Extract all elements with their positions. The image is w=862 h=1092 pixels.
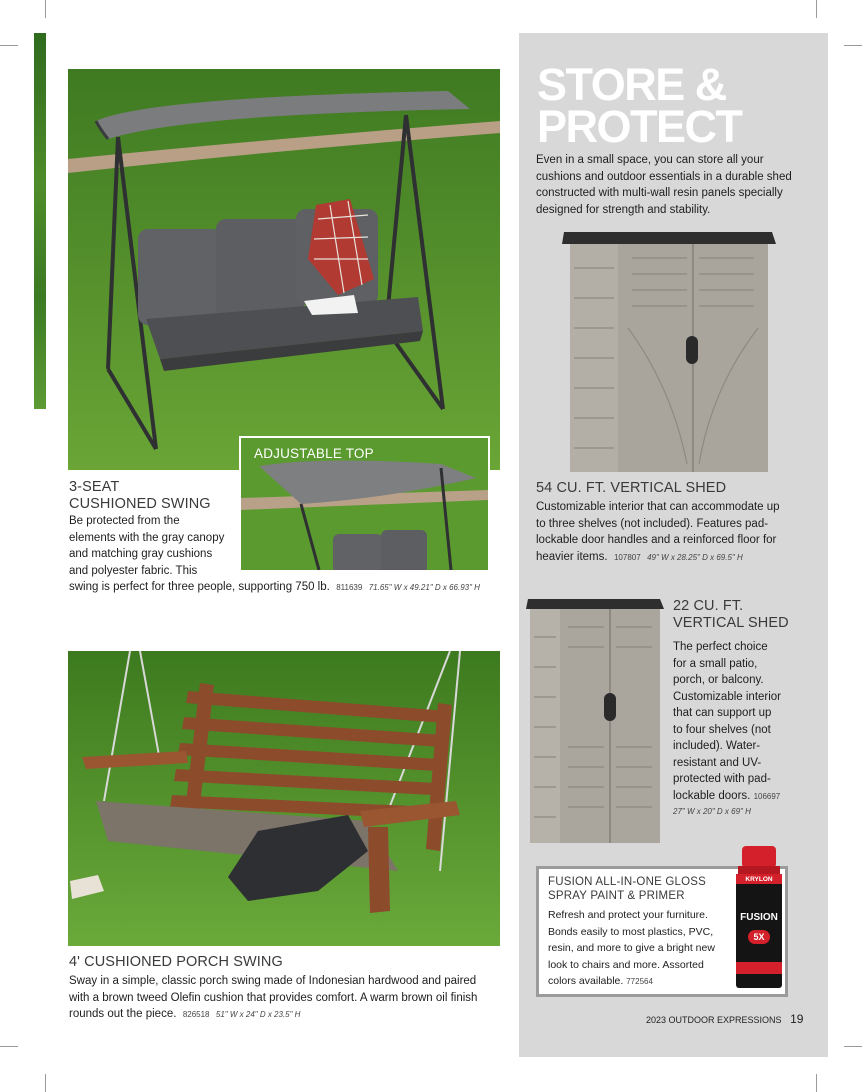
store-title-line1: STORE & [537,59,726,110]
crop-mark [0,1046,18,1047]
shed54-desc-line: Customizable interior that can accommodate up [536,501,780,513]
shed22-dims: 27" W x 20" D x 69" H [673,807,751,816]
swing3-sku: 811639 [336,583,363,592]
spray-title-line2: SPRAY PAINT & PRIMER [548,890,685,902]
shed-54-image [562,228,776,474]
spray-desc-line: colors available. 772564 [548,975,653,988]
porch-swing-photo [68,651,500,946]
spray-sku: 772564 [626,977,653,987]
spray-title-line1: FUSION ALL-IN-ONE GLOSS [548,876,706,888]
swing3-desc-line: swing is perfect for three people, supporting 750 lb. 811639 71.65" W x 49.21" D x 66.93" H [69,581,480,593]
shed54-title: 54 CU. FT. VERTICAL SHED [536,480,727,496]
porch-desc-line: with a brown tweed Olefin cushion that provides comfort. A warm brown oil finish [69,991,478,1004]
shed22-desc-line: that can support up [673,707,772,719]
swing3-desc-line: Be protected from the [69,515,180,527]
swing-photo [68,69,500,470]
swing3-desc-line: and polyester fabric. This [69,564,198,577]
shed22-desc-line: Customizable interior [673,690,782,703]
shed54-dims: 49" W x 28.25" D x 69.5" H [647,552,743,562]
bleed-strip [34,33,46,409]
swing3-description [69,513,509,597]
spray-desc-line: Bonds easily to most plastics, PVC, [548,925,714,938]
crop-mark [816,1074,817,1092]
crop-mark [844,45,862,46]
shed22-sku: 106697 [753,791,781,801]
swing3-dims: 71.65" W x 49.21" D x 66.93" H [368,583,480,592]
spray-description [548,907,734,991]
shed54-description [536,499,821,566]
fusion-logo: FUSION [740,912,778,923]
page-footer [646,1012,803,1026]
shed54-sku: 107807 [613,552,641,562]
shed22-desc-line: to four shelves (not [673,723,771,736]
swing3-title [69,479,211,513]
shed22-desc-line: protected with pad- [673,773,771,785]
store-protect-title [537,59,817,152]
spray-can-image [734,844,784,992]
spray-desc-line: look to chairs and more. Assorted [548,958,704,971]
crop-mark [0,45,18,46]
swing3-title-line1: 3-SEAT [69,479,120,495]
swing3-desc-line: elements with the gray canopy [69,531,225,544]
shed54-desc-line: lockable door handles and a reinforced floor for [536,534,777,546]
shed22-title-line1: 22 CU. FT. [673,598,744,614]
shed54-desc-line: heavier items. 107807 49" W x 28.25" D x 69.5" H [536,550,743,563]
crop-mark [45,0,46,18]
porch-desc-line: Sway in a simple, classic porch swing made of Indonesian hardwood and paired [69,975,477,987]
shed-22-image [526,597,664,845]
krylon-logo: KRYLON [745,876,773,883]
spray-title [548,875,706,903]
publication-name: 2023 OUTDOOR EXPRESSIONS [646,1015,782,1025]
porch-sku: 826518 [182,1010,210,1019]
spray-desc-line: Refresh and protect your furniture. [548,909,708,921]
shed22-desc-line: included). Water- [673,740,761,752]
porch-description [69,973,509,1024]
shed22-title-line2: VERTICAL SHED [673,615,789,631]
porch-dims: 51" W x 24" D x 23.5" H [215,1010,301,1019]
shed22-desc-line: for a small patio, [673,657,758,670]
porch-title: 4' CUSHIONED PORCH SWING [69,954,283,970]
store-title-line2: PROTECT [537,101,742,152]
crop-mark [816,0,817,18]
shed22-desc-line: The perfect choice [673,641,768,653]
shed22-desc-line: porch, or balcony. [673,674,764,686]
crop-mark [45,1074,46,1092]
shed22-desc-line: lockable doors. 106697 [673,789,781,802]
shed22-description [673,639,818,819]
shed54-desc-line: to three shelves (not included). Features pad- [536,517,769,530]
store-intro: Even in a small space, you can store all your cushions and outdoor essentials in a durable shed constructed with multi-wall resin panels specially designed for strength and stability. [536,154,792,216]
spray-desc-line: resin, and more to give a bright new [548,942,715,955]
5x-badge: 5X [748,930,770,944]
porch-desc-line: rounds out the piece. 826518 51" W x 24" D x 23.5" H [69,1008,301,1020]
swing3-title-line2: CUSHIONED SWING [69,496,211,512]
swing3-desc-line: and matching gray cushions [69,548,213,560]
crop-mark [844,1046,862,1047]
page-number: 19 [790,1012,804,1026]
shed22-desc-line: resistant and UV- [673,756,762,769]
inset-label: ADJUSTABLE TOP [254,446,374,461]
shed22-title [673,598,789,632]
